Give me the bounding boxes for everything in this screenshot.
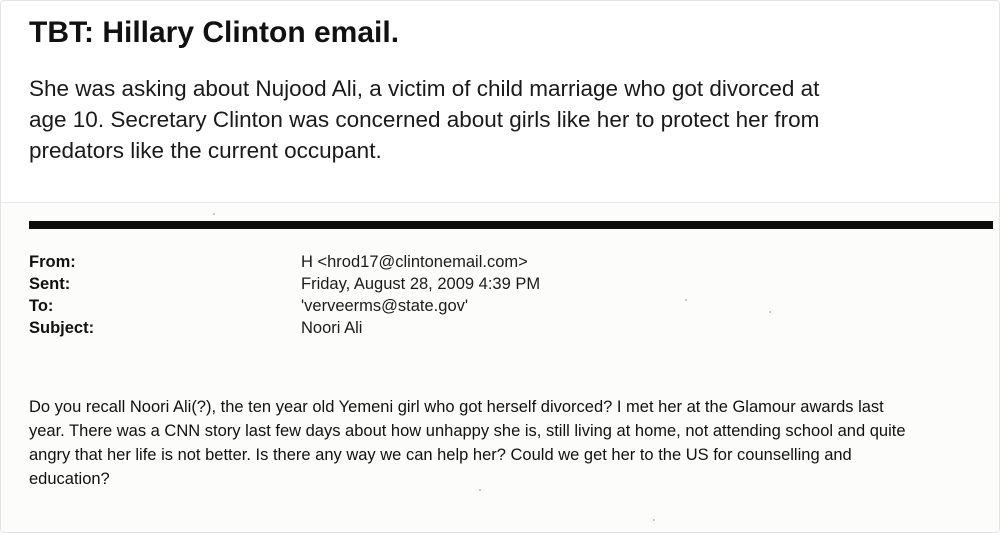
post-title: TBT: Hillary Clinton email. [29,16,400,49]
to-label: To: [29,297,54,315]
scan-speck [653,519,655,521]
sent-label: Sent: [29,275,71,293]
from-label: From: [29,253,76,271]
subject-label: Subject: [29,319,95,337]
post-body [29,73,969,166]
email-body-line: angry that her life is not better. Is there any way we can help her? Could we get her to the US for counselling and [29,446,852,464]
post-header [1,1,999,201]
email-body-line: Do you recall Noori Ali(?), the ten year old Yemeni girl who got herself divorced? I met her at the Glamour awards last [29,398,884,416]
post-body-line: predators like the current occupant. [29,138,382,163]
post-body-line: She was asking about Nujood Ali, a victim of child marriage who got divorced at [29,76,820,101]
email-scan-image[interactable] [1,202,999,533]
email-body [29,395,989,491]
from-value: H <hrod17@clintonemail.com> [301,253,528,271]
scan-speck [213,213,215,215]
scan-speck [479,489,481,491]
scan-speck [769,311,771,313]
header-divider-rule [29,221,993,229]
email-body-line: education? [29,470,110,488]
sent-value: Friday, August 28, 2009 4:39 PM [301,275,541,293]
subject-value: Noori Ali [301,319,363,337]
post-body-line: age 10. Secretary Clinton was concerned about girls like her to protect her from [29,107,820,132]
to-value: 'verveerms@state.gov' [301,297,469,315]
email-body-line: year. There was a CNN story last few days about how unhappy she is, still living at home, not attending school and quite [29,422,906,440]
scan-speck [685,299,687,301]
